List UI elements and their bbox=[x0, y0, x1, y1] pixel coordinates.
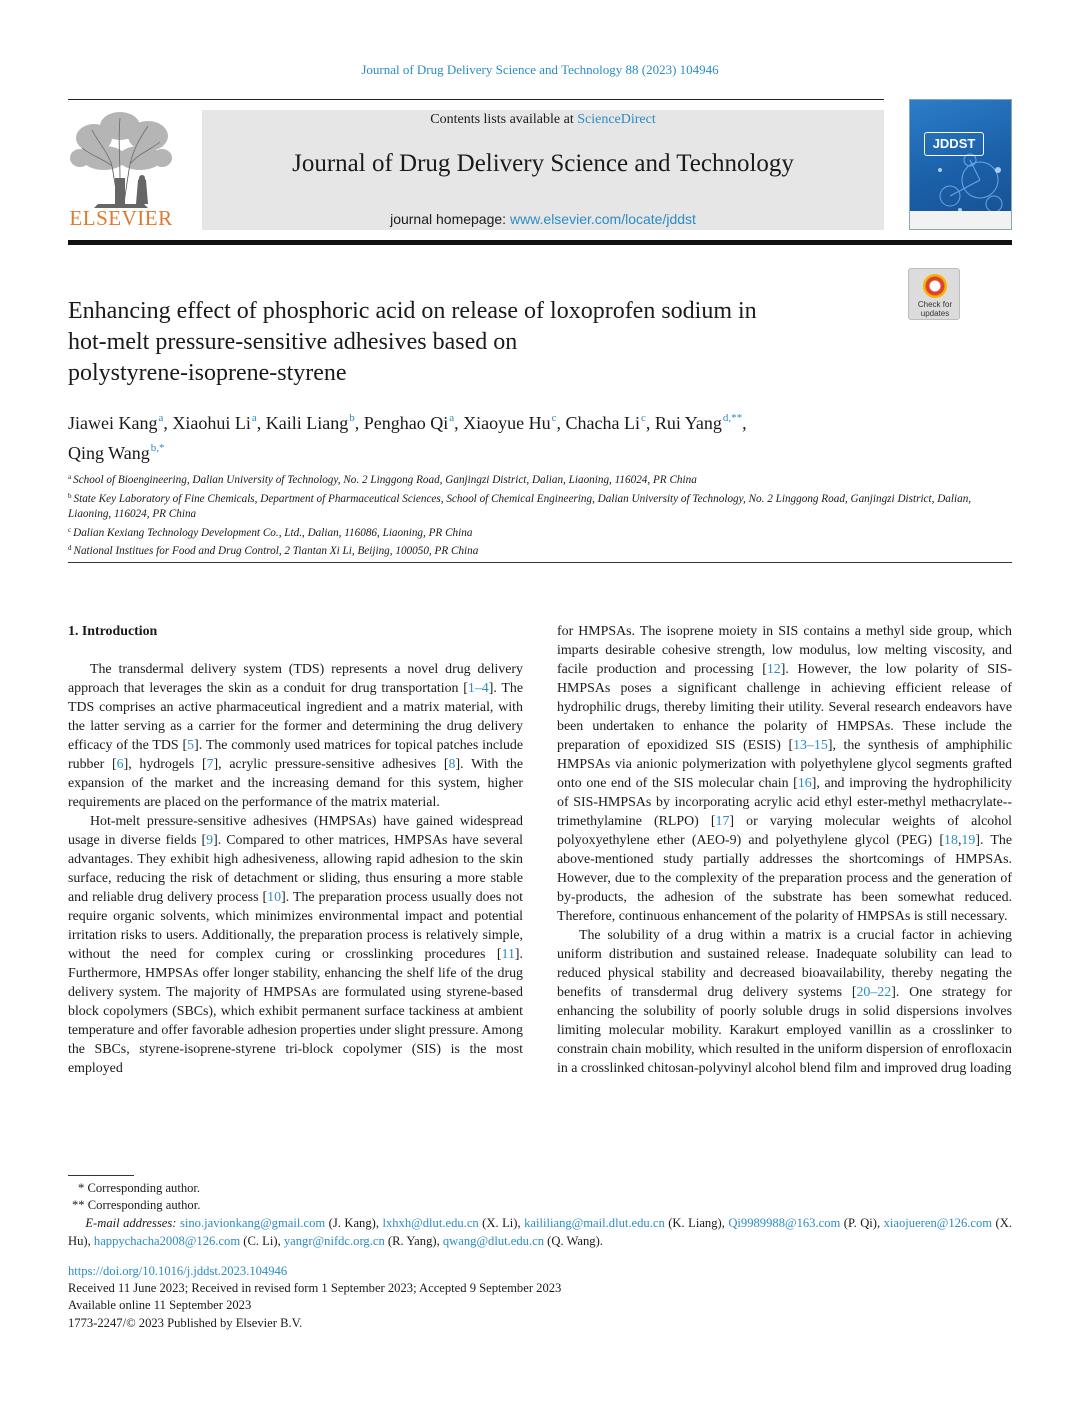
affiliation-item bbox=[68, 523, 1012, 542]
citation-link[interactable]: 17 bbox=[715, 814, 730, 829]
affiliation-text: Dalian Kexiang Technology Development Co., Ltd., Dalian, 116086, Liaoning, PR China bbox=[73, 526, 473, 539]
citation-link[interactable]: 13–15 bbox=[793, 738, 828, 753]
text-run: ]. The preparation process usually does not require organic solvents, which minimizes environmental impact and potential irritation risks to users. Additionally, the preparation process is relatively simple, without the need for complex curing or crosslinking procedures [ bbox=[68, 890, 523, 962]
affiliation-text: School of Bioengineering, Dalian University of Technology, No. 2 Linggong Road, Ganjingzi District, Dalian, Liaoning, 116024, PR China bbox=[73, 474, 697, 486]
affiliation-text: State Key Laboratory of Fine Chemicals, Department of Pharmaceutical Sciences, School of Chemical Engineering, Dalian University of Technology, No. 2 Linggong Road, Ganjingzi District, Dalian, Liaoning, 116024, PR China bbox=[68, 492, 972, 520]
body-paragraph bbox=[557, 622, 1012, 926]
article-title-line: Enhancing effect of phosphoric acid on release of loxoprofen sodium in bbox=[68, 298, 757, 324]
email-link[interactable]: kaililiang@mail.dlut.edu.cn bbox=[524, 1216, 665, 1230]
citation-link[interactable]: 8 bbox=[448, 757, 456, 772]
citation-link[interactable]: 10 bbox=[267, 890, 282, 905]
text-run: The transdermal delivery system (TDS) represents a novel drug delivery approach that leverages the skin as a conduit for drug transportation [ bbox=[68, 662, 523, 696]
issn-copyright: 1773-2247/© 2023 Published by Elsevier B.V. bbox=[68, 1316, 303, 1330]
author-list: Jiawei Kang$^a$, Xiaohui Li$^a$, Kaili Liang$^b$, Penghao Qi$^a$, Xiaoyue Hu$^c$, Chacha Li$^c$, Rui Yang$^{d,**}$, Qing Wang$^{b,*}$ bbox=[68, 412, 747, 463]
journal-title: Journal of Drug Delivery Science and Technology bbox=[292, 150, 794, 177]
text-run: ] or varying molecular weights of alcohol polyoxyethylene ether (AEO-9) and polyethylene glycol (PEG) [ bbox=[557, 814, 1012, 848]
affiliation-key: a bbox=[68, 473, 72, 481]
email-link[interactable]: yangr@nifdc.org.cn bbox=[283, 1233, 385, 1248]
email-owner: (C. Li), bbox=[240, 1233, 284, 1248]
email-owner: (R. Yang), bbox=[384, 1233, 443, 1248]
author-affil-mark[interactable]: b bbox=[349, 412, 355, 424]
affiliation-item bbox=[68, 470, 1012, 489]
header-top-rule bbox=[68, 99, 884, 100]
text-run: for HMPSAs. The isoprene moiety in SIS contains a methyl side group, which imparts desirable cohesive strength, low modulus, low melting viscosity, and facile production and processing [ bbox=[557, 624, 1012, 677]
email-label: E-mail addresses: bbox=[85, 1216, 177, 1230]
body-column-left bbox=[68, 622, 523, 1078]
body-paragraph bbox=[557, 926, 1012, 1078]
text-run: ], acrylic pressure-sensitive adhesives [ bbox=[213, 757, 449, 772]
journal-reference[interactable]: Journal of Drug Delivery Science and Technology 88 (2023) 104946 bbox=[361, 62, 719, 77]
contents-line bbox=[202, 112, 884, 128]
footnote-rule bbox=[68, 1175, 134, 1176]
author-affil-mark[interactable]: a bbox=[449, 412, 455, 424]
email-link[interactable]: happychacha2008@126.com bbox=[93, 1233, 241, 1248]
section-heading-introduction: 1. Introduction bbox=[68, 624, 158, 639]
elsevier-wordmark[interactable]: ELSEVIER bbox=[69, 206, 173, 230]
doi-url[interactable]: https://doi.org/10.1016/j.jddst.2023.104946 bbox=[68, 1264, 288, 1278]
affiliation-item bbox=[68, 541, 1012, 560]
citation-link[interactable]: 6 bbox=[116, 757, 124, 772]
homepage-prefix: journal homepage: bbox=[390, 211, 510, 227]
citation-link[interactable]: 12 bbox=[766, 662, 781, 677]
author-affil-mark[interactable]: d,** bbox=[722, 412, 743, 424]
author-name[interactable]: Penghao Qi bbox=[363, 413, 449, 433]
affiliation-key: b bbox=[68, 491, 72, 500]
text-run: ]. However, the low polarity of SIS-HMPSAs poses a significant challenge in achieving efficient release of hydrophilic drugs, thereby limiting their utility. Several research endeavors have been undertaken to enhance the polarity of HMPSAs. These include the preparation of epoxidized SIS (ESIS) [ bbox=[557, 662, 1012, 753]
abstract-divider bbox=[68, 562, 1012, 563]
affiliation-text: National Institues for Food and Drug Control, 2 Tiantan Xi Li, Beijing, 100050, PR China bbox=[73, 545, 479, 557]
text-run: ]. One strategy for enhancing the solubility of poorly soluble drugs in solid dispersions involves limiting molecular mobility. Karakurt employed vanillin as a crosslinker to constrain chain mobility, which resulted in the uniform dispersion of enrofloxacin in a crosslinked chitosan-polyvinyl alcohol blend film and improved drug loading bbox=[557, 985, 1012, 1076]
affiliation-key: c bbox=[68, 525, 72, 534]
author-affil-mark[interactable]: a bbox=[158, 412, 164, 424]
affiliation-list bbox=[68, 470, 1012, 560]
email-link[interactable]: xiaojueren@126.com bbox=[883, 1216, 993, 1230]
footnote-corresponding-1: * Corresponding author. bbox=[78, 1181, 201, 1195]
email-link[interactable]: qwang@dlut.edu.cn bbox=[442, 1233, 545, 1248]
article-title-line: polystyrene-isoprene-styrene bbox=[68, 360, 347, 386]
text-run: ]. The TDS comprises an active pharmaceutical ingredient and a matrix material, with the latter serving as a carrier for the former and determining the drug delivery efficacy of the TDS [ bbox=[68, 681, 523, 753]
cover-footer bbox=[910, 211, 1012, 229]
text-run: ]. Compared to other matrices, HMPSAs have several advantages. They exhibit high adhesiveness, allowing rapid adhesion to the skin surface, reducing the risk of detachment or sliding, thus ensuring a more stable and reliable drug delivery process [ bbox=[68, 833, 524, 905]
received-dates: Received 11 June 2023; Received in revised form 1 September 2023; Accepted 9 September 2023 bbox=[68, 1281, 562, 1295]
author-affil-mark[interactable]: a bbox=[251, 412, 257, 424]
check-for-updates-label: Check for updates bbox=[917, 300, 953, 318]
author-affil-mark[interactable]: b,* bbox=[150, 442, 165, 454]
article-title-line: hot-melt pressure-sensitive adhesives based on bbox=[68, 329, 518, 355]
email-link[interactable]: Qi9989988@163.com bbox=[728, 1216, 841, 1230]
text-run: ]. With the expansion of the market and the increasing demand for this system, higher requirements are placed on the performance of the matrix material. bbox=[68, 757, 523, 810]
citation-link[interactable]: 9 bbox=[206, 833, 214, 848]
text-run: ], and improving the hydrophilicity of SIS-HMPSAs by incorporating acrylic acid ethyl ester-methyl methacrylate--trimethylamine (RLPO) [ bbox=[557, 776, 1012, 829]
text-run: ], the synthesis of amphiphilic HMPSAs via anionic polymerization with polyethylene glycol segments grafted onto one end of the SIS molecular chain [ bbox=[557, 738, 1013, 791]
author-name[interactable]: Chacha Li bbox=[565, 413, 640, 433]
footnote-corresponding-2: ** Corresponding author. bbox=[72, 1198, 201, 1212]
homepage-link[interactable]: www.elsevier.com/locate/jddst bbox=[509, 211, 696, 227]
available-online-date: Available online 11 September 2023 bbox=[68, 1298, 252, 1312]
crossmark-icon bbox=[923, 274, 947, 298]
text-run: The solubility of a drug within a matrix is a crucial factor in achieving uniform distribution and sustained release. Inadequate solubility can lead to reduced physical stability and decreased bioavailability, thereby negating the benefits of transdermal drug delivery systems [ bbox=[557, 928, 1012, 1000]
text-run: ], hydrogels [ bbox=[123, 757, 207, 772]
email-owner: (J. Kang), bbox=[325, 1216, 383, 1230]
email-owner: (K. Liang), bbox=[664, 1216, 729, 1230]
body-paragraph bbox=[68, 812, 523, 1078]
author-name[interactable]: Jiawei Kang bbox=[68, 413, 158, 433]
citation-link[interactable]: 19 bbox=[961, 833, 976, 848]
article-title bbox=[68, 296, 888, 389]
text-run: Hot-melt pressure-sensitive adhesives (HMPSAs) have gained widespread usage in diverse fields [ bbox=[68, 814, 523, 848]
author-name[interactable]: Kaili Liang bbox=[265, 413, 349, 433]
author-affil-mark[interactable]: c bbox=[641, 412, 646, 424]
author-name[interactable]: Qing Wang bbox=[68, 443, 150, 463]
journal-cover-thumbnail[interactable] bbox=[909, 99, 1012, 230]
citation-link[interactable]: 5 bbox=[187, 738, 195, 753]
body-column-right bbox=[557, 622, 1012, 1078]
citation-link[interactable]: 11 bbox=[501, 947, 515, 962]
sciencedirect-link[interactable]: ScienceDirect bbox=[577, 112, 656, 127]
email-owner: (P. Qi), bbox=[840, 1216, 884, 1230]
homepage-line bbox=[202, 211, 884, 227]
text-run: , bbox=[957, 833, 962, 848]
email-owner: (X. Hu), bbox=[68, 1216, 1012, 1248]
citation-link[interactable]: 7 bbox=[206, 757, 214, 772]
check-for-updates-badge[interactable] bbox=[908, 268, 960, 320]
email-link[interactable]: lxhxh@dlut.edu.cn bbox=[382, 1216, 479, 1230]
doi-link[interactable] bbox=[68, 1263, 1012, 1281]
author-name[interactable]: Rui Yang bbox=[654, 413, 722, 433]
affiliation-key: d bbox=[68, 544, 72, 552]
cover-tag: JDDST bbox=[924, 132, 984, 156]
body-paragraph bbox=[68, 660, 523, 812]
header-thick-rule bbox=[68, 240, 1012, 245]
citation-link[interactable]: 20–22 bbox=[856, 985, 892, 1000]
author-affil-mark[interactable]: c bbox=[551, 412, 557, 424]
email-link[interactable]: sino.javionkang@gmail.com bbox=[179, 1216, 326, 1230]
citation-link[interactable]: 18 bbox=[944, 833, 958, 848]
citation-link[interactable]: 1–4 bbox=[467, 681, 489, 696]
text-run: ]. The above-mentioned study partially addresses the shortcomings of HMPSAs. However, due to the complexity of the preparation process and the generation of by-products, the adhesion of the substrate has been somewhat reduced. Therefore, continuous enhancement of the polarity of HMPSAs is still necessary. bbox=[557, 833, 1012, 924]
affiliation-item bbox=[68, 489, 1012, 523]
text-run: ]. The commonly used matrices for topical patches include rubber [ bbox=[68, 738, 524, 772]
author-name[interactable]: Xiaohui Li bbox=[172, 413, 251, 433]
footnote-emails bbox=[68, 1215, 1012, 1250]
email-owner: (Q. Wang). bbox=[544, 1233, 603, 1248]
author-name[interactable]: Xiaoyue Hu bbox=[463, 413, 551, 433]
text-run: ]. Furthermore, HMPSAs offer longer stability, enhancing the shelf life of the drug delivery system. The majority of HMPSAs are formulated using styrene-based block copolymers (SBCs), which exhibit permanent surface tackiness at ambient temperature and offer favorable adhesion properties under slight pressure. Among the SBCs, styrene-isoprene-styrene tri-block copolymer (SIS) is the most employed bbox=[68, 947, 523, 1076]
email-owner: (X. Li), bbox=[478, 1216, 525, 1230]
contents-prefix: Contents lists available at bbox=[430, 112, 578, 127]
citation-link[interactable]: 16 bbox=[797, 776, 812, 791]
